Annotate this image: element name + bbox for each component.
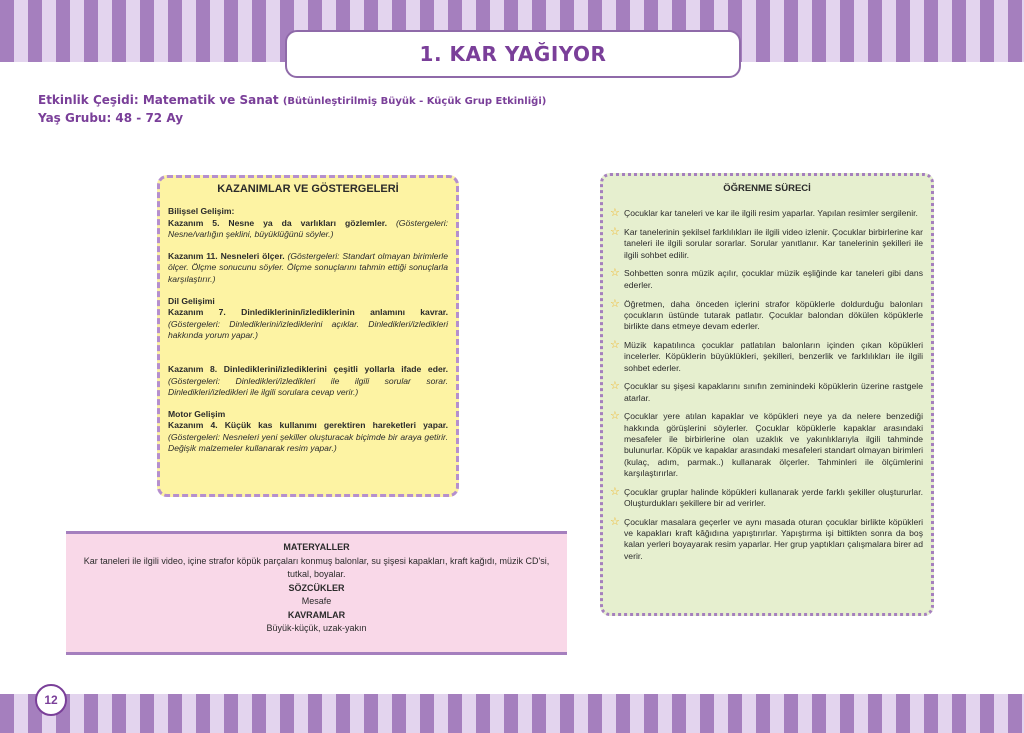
motor-section	[168, 409, 448, 454]
star-icon: ☆	[610, 226, 620, 239]
star-icon: ☆	[610, 207, 620, 220]
star-icon: ☆	[610, 485, 620, 498]
outcomes-box	[157, 175, 459, 497]
activity-meta	[38, 92, 546, 126]
outcome-8	[168, 364, 448, 398]
list-item	[611, 487, 923, 510]
page-title: 1. KAR YAĞIYOR	[419, 42, 607, 66]
language-title: Dil Gelişimi	[168, 296, 215, 307]
words-heading: SÖZCÜKLER	[288, 582, 345, 593]
list-item-text: Kar tanelerinin şekilsel farklılıkları ile ilgili video izlenir. Çocuklar birbirlerine kar taneleri ile ilgili sorular sorarlar. Sorular yanıtlanır. Kar tanelerinin şekilleri ile ilgili sohbet edilir.	[624, 227, 923, 260]
star-icon: ☆	[610, 338, 620, 351]
outcome-8-indicators: (Göstergeleri: Dinledikleri/izledikleri ile ilgili sorular sorar. Dinledikleri/izledikleri ile ilgili sorulara cevap verir.)	[168, 375, 448, 397]
outcome-4-title: Kazanım 4. Küçük kas kullanımı gerektiren hareketleri yapar.	[168, 420, 448, 431]
list-item-text: Çocuklar masalara geçerler ve aynı masada oturan çocuklar birlikte köpükleri ve kapakları kraft kâğıdına yapıştırırlar. Yapıştırma işi bittikten sonra da boş kalan yerleri boyayarak resim yaparlar. Her grup yaptıkları çalışmalara birer ad verir.	[624, 516, 923, 561]
star-icon: ☆	[610, 380, 620, 393]
list-item	[611, 411, 923, 479]
motor-title: Motor Gelişim	[168, 409, 226, 420]
list-item-text: Çocuklar kar taneleri ve kar ile ilgili resim yaparlar. Yapılan resimler sergilenir.	[624, 208, 918, 219]
materials-heading: MATERYALLER	[283, 542, 350, 552]
materials-text: Kar taneleri ile ilgili video, içine strafor köpük parçaları konmuş balonlar, su şişesi kapakları, kraft kağıdı, müzik CD'si, tutkal, boyalar.	[83, 555, 550, 579]
activity-type	[38, 92, 546, 110]
concepts-heading: KAVRAMLAR	[287, 609, 346, 620]
outcome-7-title: Kazanım 7. Dinlediklerinin/izlediklerinin anlamını kavrar.	[168, 307, 448, 318]
list-item-text: Çocuklar gruplar halinde köpükleri kullanarak yerde farklı şekiller oluştururlar. Oluşturdukları şekillere bir ad verirler.	[624, 486, 923, 509]
star-icon: ☆	[610, 297, 620, 310]
title-box	[285, 30, 741, 78]
outcome-11	[168, 251, 448, 285]
list-item-text: Sohbetten sonra müzik açılır, çocuklar müzik eşliğinde kar taneleri gibi dans ederler.	[624, 268, 923, 290]
list-item-text: Çocuklar su şişesi kapaklarını sınıfın zeminindeki köpüklerin üzerine rastgele atarlar.	[624, 381, 923, 403]
learning-process-box	[600, 173, 934, 616]
list-item-text: Müzik kapatılınca çocuklar patlatılan balonların içinden çıkan köpükleri incelerler. Köpüklerin büyüklükleri, şekilleri, benzerlik ve farklılıkları ile ilgili sohbet ederler.	[624, 339, 923, 373]
list-item-text: Öğretmen, daha önceden içlerini strafor köpüklerle doldurduğu balonları çocukların üstünde tutarak patlatır. Çocuklar balondan dökülen köpüklerle birlikte dans etmeye devam ederler.	[624, 298, 923, 332]
learning-process-list	[611, 208, 923, 562]
outcome-11-indicators: (Göstergeleri: Standart olmayan birimlerle ölçer. Ölçme sonucunu söyler. Ölçme sonuçlarını tahmin ettiği sonuçlarla karşılaştırır.)	[168, 251, 448, 284]
list-item	[611, 340, 923, 374]
star-icon: ☆	[610, 267, 620, 280]
cognitive-title: Bilişsel Gelişim:	[168, 206, 235, 217]
outcome-5-title: Kazanım 5. Nesne ya da varlıkları gözlemler.	[168, 217, 387, 228]
materials-box	[66, 531, 567, 655]
outcome-11-title: Kazanım 11. Nesneleri ölçer.	[168, 251, 285, 262]
outcome-5-indicators: (Göstergeleri: Nesne/varlığın şeklini, büyüklüğünü söyler.)	[168, 217, 448, 239]
activity-type-label: Etkinlik Çeşidi: Matematik ve Sanat	[38, 93, 279, 107]
concepts-text: Büyük-küçük, uzak-yakın	[266, 623, 367, 633]
list-item	[611, 227, 923, 261]
age-group: Yaş Grubu: 48 - 72 Ay	[38, 111, 184, 125]
star-icon: ☆	[610, 515, 620, 528]
language-section	[168, 296, 448, 341]
list-item	[611, 517, 923, 562]
list-item	[611, 299, 923, 333]
bottom-stripe-banner	[0, 694, 1024, 733]
cognitive-section	[168, 206, 448, 240]
learning-process-heading: ÖĞRENME SÜRECİ	[723, 183, 811, 194]
list-item	[611, 208, 923, 219]
outcomes-heading: KAZANIMLAR VE GÖSTERGELERİ	[217, 183, 399, 195]
list-item	[611, 268, 923, 291]
words-text: Mesafe	[301, 596, 332, 606]
outcome-8-title: Kazanım 8. Dinlediklerini/izlediklerini çeşitli yollarla ifade eder.	[168, 364, 448, 375]
list-item-text: Çocuklar yere atılan kapaklar ve köpükleri neye ya da nelere benzediği hakkında görüşlerini söylerler. Çocuklar köpüklerle kapaklar arasındaki mesafeler ile birbirlerine olan uzaklık ve yakınlıklarıyla ilgili tahminde bulunurlar. Köpük ve kapaklar arasındaki mesafeleri standart olmayan birimleri (kulaç, adım, parmak..) kullanarak ölçerler. Tahminleri ile ölçümlerini karşılaştırırlar.	[624, 411, 923, 478]
outcome-7-indicators: (Göstergeleri: Dinlediklerini/izlediklerini açıklar. Dinledikleri/izledikleri hakkında yorum yapar.)	[168, 318, 448, 340]
activity-type-detail: (Bütünleştirilmiş Büyük - Küçük Grup Etkinliği)	[282, 96, 547, 107]
star-icon: ☆	[610, 410, 620, 423]
list-item	[611, 381, 923, 404]
page-number: 12	[35, 684, 67, 716]
outcome-4-indicators: (Göstergeleri: Nesneleri yeni şekiller oluşturacak biçimde bir araya getirir. Değişik malzemeler kullanarak resim yapar.)	[168, 431, 448, 454]
